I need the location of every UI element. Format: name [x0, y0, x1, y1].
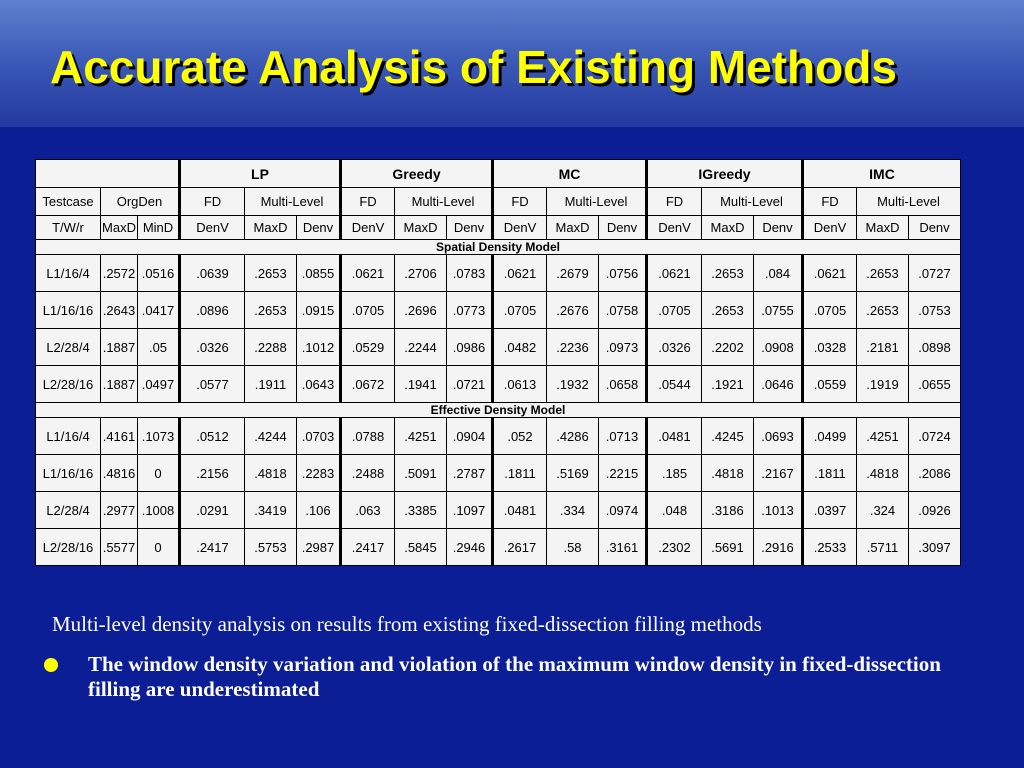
maxd-header: MaxD [857, 216, 909, 240]
value-cell: .0773 [447, 292, 493, 329]
group-header-igreedy: IGreedy [647, 160, 803, 188]
value-cell: .185 [647, 455, 702, 492]
value-cell: .1811 [803, 455, 857, 492]
testcase-cell: L2/28/4 [36, 329, 101, 366]
value-cell: .2787 [447, 455, 493, 492]
multilevel-header: Multi-Level [245, 188, 341, 216]
value-cell: .5691 [702, 529, 754, 566]
value-cell: .05 [138, 329, 180, 366]
value-cell: .1921 [702, 366, 754, 403]
testcase-cell: L1/16/16 [36, 292, 101, 329]
value-cell: .2706 [395, 255, 447, 292]
fd-header: FD [180, 188, 245, 216]
value-cell: .2617 [493, 529, 547, 566]
value-cell: .0397 [803, 492, 857, 529]
value-cell: .2572 [101, 255, 138, 292]
value-cell: .5753 [245, 529, 297, 566]
value-cell: .1811 [493, 455, 547, 492]
section-label: Effective Density Model [36, 403, 961, 418]
value-cell: .0693 [754, 418, 803, 455]
denv-header: DenV [493, 216, 547, 240]
denv-header: Denv [297, 216, 341, 240]
value-cell: .2236 [547, 329, 599, 366]
value-cell: .0328 [803, 329, 857, 366]
value-cell: .0753 [909, 292, 961, 329]
value-cell: .3186 [702, 492, 754, 529]
value-cell: .334 [547, 492, 599, 529]
value-cell: .4818 [857, 455, 909, 492]
value-cell: .2653 [245, 255, 297, 292]
value-cell: .2288 [245, 329, 297, 366]
value-cell: .5577 [101, 529, 138, 566]
value-cell: .58 [547, 529, 599, 566]
value-cell: .0973 [599, 329, 647, 366]
value-cell: .0926 [909, 492, 961, 529]
value-cell: .2417 [180, 529, 245, 566]
value-cell: .0974 [599, 492, 647, 529]
value-cell: .0705 [493, 292, 547, 329]
value-cell: .0516 [138, 255, 180, 292]
value-cell: .4251 [395, 418, 447, 455]
value-cell: .0655 [909, 366, 961, 403]
value-cell: .0896 [180, 292, 245, 329]
fd-header: FD [341, 188, 395, 216]
fd-header: FD [647, 188, 702, 216]
value-cell: .2202 [702, 329, 754, 366]
value-cell: .0639 [180, 255, 245, 292]
value-cell: .0481 [493, 492, 547, 529]
value-cell: .5091 [395, 455, 447, 492]
value-cell: .5711 [857, 529, 909, 566]
value-cell: .1911 [245, 366, 297, 403]
denv-header: Denv [909, 216, 961, 240]
value-cell: .2946 [447, 529, 493, 566]
value-cell: .0915 [297, 292, 341, 329]
value-cell: .0904 [447, 418, 493, 455]
value-cell: .1012 [297, 329, 341, 366]
value-cell: .2283 [297, 455, 341, 492]
value-cell: .0756 [599, 255, 647, 292]
value-cell: .2244 [395, 329, 447, 366]
table-row [36, 455, 961, 492]
value-cell: .4816 [101, 455, 138, 492]
maxd-header: MaxD [547, 216, 599, 240]
maxd-header: MaxD [101, 216, 138, 240]
multilevel-header: Multi-Level [857, 188, 961, 216]
value-cell: .2167 [754, 455, 803, 492]
value-cell: .2653 [857, 292, 909, 329]
value-cell: .0646 [754, 366, 803, 403]
value-cell: .2676 [547, 292, 599, 329]
value-cell: .0613 [493, 366, 547, 403]
denv-header: Denv [754, 216, 803, 240]
value-cell: .0417 [138, 292, 180, 329]
value-cell: .063 [341, 492, 395, 529]
value-cell: .2653 [245, 292, 297, 329]
value-cell: .0499 [803, 418, 857, 455]
mind-header: MinD [138, 216, 180, 240]
value-cell: .2679 [547, 255, 599, 292]
header-row-metrics [36, 216, 961, 240]
denv-header: Denv [447, 216, 493, 240]
value-cell: .0326 [647, 329, 702, 366]
value-cell: .0482 [493, 329, 547, 366]
maxd-header: MaxD [245, 216, 297, 240]
value-cell: .0621 [647, 255, 702, 292]
testcase-cell: L1/16/4 [36, 418, 101, 455]
value-cell: .0643 [297, 366, 341, 403]
value-cell: .2987 [297, 529, 341, 566]
value-cell: 0 [138, 529, 180, 566]
value-cell: .4244 [245, 418, 297, 455]
value-cell: .2156 [180, 455, 245, 492]
testcase-header: Testcase [36, 188, 101, 216]
value-cell: .0986 [447, 329, 493, 366]
header-row-submethods [36, 188, 961, 216]
group-header-mc: MC [493, 160, 647, 188]
value-cell: .2643 [101, 292, 138, 329]
header-row-methods [36, 160, 961, 188]
multilevel-header: Multi-Level [702, 188, 803, 216]
testcase-cell: L2/28/4 [36, 492, 101, 529]
value-cell: .0621 [341, 255, 395, 292]
value-cell: .0855 [297, 255, 341, 292]
value-cell: .2653 [857, 255, 909, 292]
value-cell: .4245 [702, 418, 754, 455]
value-cell: .0672 [341, 366, 395, 403]
value-cell: .084 [754, 255, 803, 292]
value-cell: .1008 [138, 492, 180, 529]
value-cell: .0544 [647, 366, 702, 403]
table-row [36, 492, 961, 529]
value-cell: .2086 [909, 455, 961, 492]
slide-title: Accurate Analysis of Existing Methods [50, 41, 897, 93]
value-cell: .0705 [341, 292, 395, 329]
multilevel-header: Multi-Level [547, 188, 647, 216]
orgden-header: OrgDen [101, 188, 180, 216]
value-cell: .4818 [702, 455, 754, 492]
value-cell: .0481 [647, 418, 702, 455]
table-row [36, 329, 961, 366]
value-cell: .0621 [803, 255, 857, 292]
fd-header: FD [803, 188, 857, 216]
value-cell: .3419 [245, 492, 297, 529]
value-cell: .324 [857, 492, 909, 529]
table-row [36, 255, 961, 292]
value-cell: .048 [647, 492, 702, 529]
value-cell: 0 [138, 455, 180, 492]
section-row [36, 403, 961, 418]
value-cell: .0703 [297, 418, 341, 455]
testcase-cell: L1/16/16 [36, 455, 101, 492]
value-cell: .0326 [180, 329, 245, 366]
maxd-header: MaxD [702, 216, 754, 240]
value-cell: .2533 [803, 529, 857, 566]
denv-header: DenV [647, 216, 702, 240]
value-cell: .3161 [599, 529, 647, 566]
value-cell: .1941 [395, 366, 447, 403]
value-cell: .5169 [547, 455, 599, 492]
maxd-header: MaxD [395, 216, 447, 240]
value-cell: .2302 [647, 529, 702, 566]
denv-header: DenV [803, 216, 857, 240]
group-header-lp: LP [180, 160, 341, 188]
value-cell: .2916 [754, 529, 803, 566]
value-cell: .0705 [803, 292, 857, 329]
value-cell: .2653 [702, 292, 754, 329]
testcase-cell: L2/28/16 [36, 366, 101, 403]
value-cell: .1887 [101, 329, 138, 366]
denv-header: Denv [599, 216, 647, 240]
fd-header: FD [493, 188, 547, 216]
value-cell: .0559 [803, 366, 857, 403]
value-cell: .0529 [341, 329, 395, 366]
table-row [36, 292, 961, 329]
slide-caption: Multi-level density analysis on results from existing fixed-dissection filling methods [52, 612, 762, 636]
value-cell: .0758 [599, 292, 647, 329]
results-table-container [35, 159, 961, 566]
value-cell: .2696 [395, 292, 447, 329]
value-cell: .0788 [341, 418, 395, 455]
value-cell: .1932 [547, 366, 599, 403]
value-cell: .0705 [647, 292, 702, 329]
value-cell: .0898 [909, 329, 961, 366]
value-cell: .106 [297, 492, 341, 529]
value-cell: .4251 [857, 418, 909, 455]
testcase-cell: L2/28/16 [36, 529, 101, 566]
value-cell: .4286 [547, 418, 599, 455]
value-cell: .1013 [754, 492, 803, 529]
value-cell: .1919 [857, 366, 909, 403]
group-header-greedy: Greedy [341, 160, 493, 188]
value-cell: .2977 [101, 492, 138, 529]
table-row [36, 366, 961, 403]
value-cell: .1887 [101, 366, 138, 403]
value-cell: .3097 [909, 529, 961, 566]
value-cell: .0755 [754, 292, 803, 329]
bullet-text: The window density variation and violation of the maximum window density in fixed-dissection filling are underestimated [88, 652, 941, 701]
value-cell: .3385 [395, 492, 447, 529]
value-cell: .2181 [857, 329, 909, 366]
group-header-imc: IMC [803, 160, 961, 188]
value-cell: .2653 [702, 255, 754, 292]
value-cell: .0908 [754, 329, 803, 366]
value-cell: .5845 [395, 529, 447, 566]
value-cell: .052 [493, 418, 547, 455]
value-cell: .0497 [138, 366, 180, 403]
value-cell: .0658 [599, 366, 647, 403]
table-row [36, 418, 961, 455]
value-cell: .0577 [180, 366, 245, 403]
value-cell: .1073 [138, 418, 180, 455]
value-cell: .4161 [101, 418, 138, 455]
table-row [36, 529, 961, 566]
denv-header: DenV [180, 216, 245, 240]
value-cell: .0713 [599, 418, 647, 455]
section-label: Spatial Density Model [36, 240, 961, 255]
results-table [35, 159, 961, 566]
section-row [36, 240, 961, 255]
bullet-dot-icon [44, 658, 58, 672]
value-cell: .0727 [909, 255, 961, 292]
testcase-cell: L1/16/4 [36, 255, 101, 292]
value-cell: .2488 [341, 455, 395, 492]
header-blank-cell [36, 160, 180, 188]
value-cell: .2417 [341, 529, 395, 566]
value-cell: .4818 [245, 455, 297, 492]
value-cell: .0724 [909, 418, 961, 455]
value-cell: .0783 [447, 255, 493, 292]
value-cell: .0512 [180, 418, 245, 455]
value-cell: .1097 [447, 492, 493, 529]
value-cell: .0621 [493, 255, 547, 292]
multilevel-header: Multi-Level [395, 188, 493, 216]
value-cell: .2215 [599, 455, 647, 492]
twr-header: T/W/r [36, 216, 101, 240]
value-cell: .0291 [180, 492, 245, 529]
denv-header: DenV [341, 216, 395, 240]
value-cell: .0721 [447, 366, 493, 403]
